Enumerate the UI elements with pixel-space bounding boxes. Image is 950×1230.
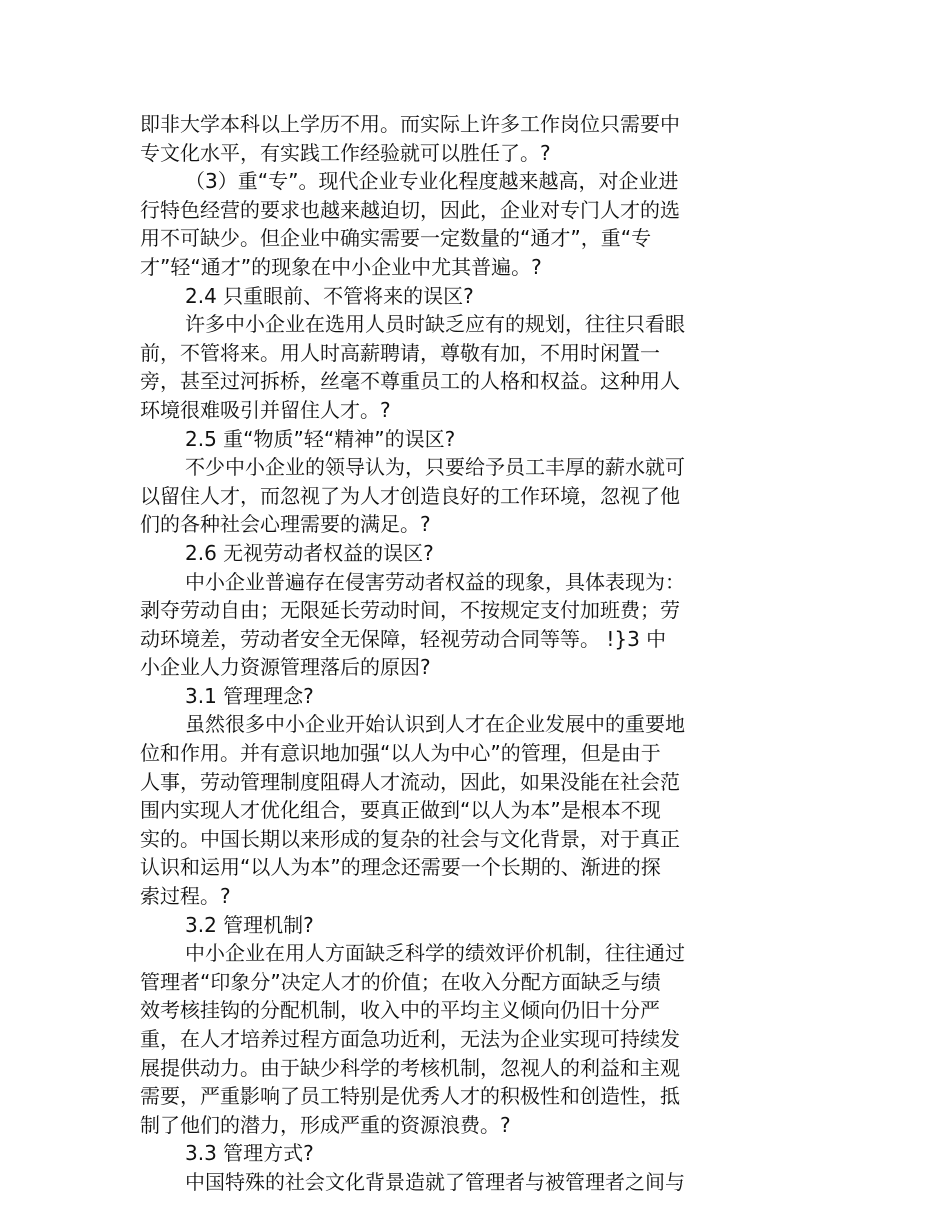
text-line: 围内实现人才优化组合，要真正做到“以人为本”是根本不现	[140, 798, 661, 823]
text-line: 才”轻“通才”的现象在中小企业中尤其普遍。?	[140, 254, 542, 279]
indented-text-line: 许多中小企业在选用人员时缺乏应有的规划，往往只看眼	[185, 312, 685, 337]
text-line: 旁，甚至过河拆桥，丝毫不尊重员工的人格和权益。这种用人	[140, 369, 680, 394]
text-line: 前，不管将来。用人时高薪聘请，尊敬有加，不用时闲置一	[140, 340, 660, 365]
text-line: 制了他们的潜力，形成严重的资源浪费。?	[140, 1112, 511, 1137]
indented-text-line: 2.4 只重眼前、不管将来的误区?	[185, 283, 474, 308]
indented-text-line: 不少中小企业的领导认为，只要给予员工丰厚的薪水就可	[185, 455, 685, 480]
text-line: 环境很难吸引并留住人才。?	[140, 397, 391, 422]
indented-text-line: 3.1 管理理念?	[185, 683, 314, 708]
text-line: 用不可缺少。但企业中确实需要一定数量的“通才”，重“专	[140, 226, 652, 251]
text-line: 管理者“印象分”决定人才的价值；在收入分配方面缺乏与绩	[140, 969, 661, 994]
indented-text-line: 3.2 管理机制?	[185, 912, 314, 937]
indented-text-line: 3.3 管理方式?	[185, 1141, 314, 1166]
text-line: 动环境差，劳动者安全无保障，轻视劳动合同等等。 !}3 中	[140, 626, 667, 651]
indented-text-line: 中小企业在用人方面缺乏科学的绩效评价机制，往往通过	[185, 941, 685, 966]
text-line: 以留住人才，而忽视了为人才创造良好的工作环境，忽视了他	[140, 483, 680, 508]
text-line: 位和作用。并有意识地加强“以人为中心”的管理，但是由于	[140, 741, 661, 766]
text-line: 剥夺劳动自由；无限延长劳动时间，不按规定支付加班费；劳	[140, 598, 680, 623]
text-line: 行特色经营的要求也越来越迫切，因此，企业对专门人才的选	[140, 197, 680, 222]
indented-text-line: （3）重“专”。现代企业专业化程度越来越高，对企业进	[185, 169, 679, 194]
text-line: 需要，严重影响了员工特别是优秀人才的积极性和创造性，抵	[140, 1084, 680, 1109]
text-line: 重，在人才培养过程方面急功近利，无法为企业实现可持续发	[140, 1027, 680, 1051]
text-line: 展提供动力。由于缺少科学的考核机制，忽视人的利益和主观	[140, 1055, 680, 1080]
indented-text-line: 中小企业普遍存在侵害劳动者权益的现象，具体表现为：	[185, 569, 685, 594]
text-line: 实的。中国长期以来形成的复杂的社会与文化背景，对于真正	[140, 826, 680, 851]
text-line: 人事，劳动管理制度阻碍人才流动，因此，如果没能在社会范	[140, 769, 680, 794]
indented-text-line: 中国特殊的社会文化背景造就了管理者与被管理者之间与	[185, 1169, 685, 1194]
document-body	[140, 110, 750, 1197]
indented-text-line: 2.6 无视劳动者权益的误区?	[185, 540, 434, 565]
text-line: 们的各种社会心理需要的满足。?	[140, 512, 431, 537]
indented-text-line: 2.5 重“物质”轻“精神”的误区?	[185, 426, 456, 451]
text-line: 专文化水平，有实践工作经验就可以胜任了。?	[140, 140, 551, 165]
text-line: 效考核挂钩的分配机制，收入中的平均主义倾向仍旧十分严	[140, 998, 660, 1023]
indented-text-line: 虽然很多中小企业开始认识到人才在企业发展中的重要地	[185, 712, 685, 737]
text-line: 即非大学本科以上学历不用。而实际上许多工作岗位只需要中	[140, 112, 680, 136]
text-line: 认识和运用“以人为本”的理念还需要一个长期的、渐进的探	[140, 855, 661, 880]
text-line: 小企业人力资源管理落后的原因?	[140, 655, 431, 680]
text-line: 索过程。?	[140, 884, 231, 909]
